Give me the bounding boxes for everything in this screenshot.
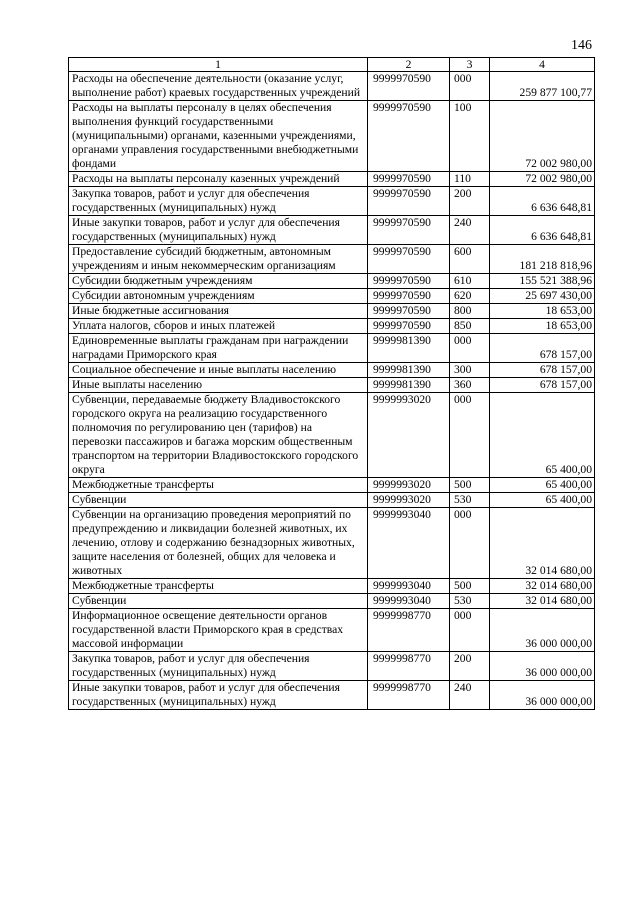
row-type-cell: 620 <box>450 289 490 304</box>
row-name-cell: Информационное освещение деятельности органов государственной власти Приморского края в средствах массовой информации <box>69 609 368 652</box>
table-row <box>69 378 595 393</box>
table-row <box>69 304 595 319</box>
row-type-cell: 500 <box>450 579 490 594</box>
row-amount-cell: 6 636 648,81 <box>490 216 595 245</box>
row-code-cell: 9999993040 <box>368 594 450 609</box>
row-type-cell: 800 <box>450 304 490 319</box>
row-name-cell: Субсидии автономным учреждениям <box>69 289 368 304</box>
row-amount-cell: 32 014 680,00 <box>490 508 595 579</box>
row-name-cell: Иные закупки товаров, работ и услуг для обеспечения государственных (муниципальных) нужд <box>69 681 368 710</box>
table-row <box>69 289 595 304</box>
row-name-cell: Расходы на обеспечение деятельности (оказание услуг, выполнение работ) краевых государственных учреждений <box>69 72 368 101</box>
row-type-cell: 240 <box>450 216 490 245</box>
row-amount-cell: 36 000 000,00 <box>490 681 595 710</box>
row-type-cell: 240 <box>450 681 490 710</box>
row-code-cell: 9999993040 <box>368 508 450 579</box>
row-amount-cell: 65 400,00 <box>490 478 595 493</box>
row-name-cell: Закупка товаров, работ и услуг для обеспечения государственных (муниципальных) нужд <box>69 187 368 216</box>
row-type-cell: 360 <box>450 378 490 393</box>
row-code-cell: 9999970590 <box>368 101 450 172</box>
row-amount-cell: 65 400,00 <box>490 393 595 478</box>
row-type-cell: 300 <box>450 363 490 378</box>
row-code-cell: 9999981390 <box>368 334 450 363</box>
row-type-cell: 850 <box>450 319 490 334</box>
row-amount-cell: 6 636 648,81 <box>490 187 595 216</box>
row-type-cell: 000 <box>450 72 490 101</box>
row-code-cell: 9999970590 <box>368 172 450 187</box>
table-row <box>69 579 595 594</box>
budget-table <box>68 57 595 710</box>
row-amount-cell: 72 002 980,00 <box>490 101 595 172</box>
row-amount-cell: 18 653,00 <box>490 304 595 319</box>
row-name-cell: Межбюджетные трансферты <box>69 478 368 493</box>
row-amount-cell: 32 014 680,00 <box>490 579 595 594</box>
table-row <box>69 216 595 245</box>
row-type-cell: 000 <box>450 609 490 652</box>
row-name-cell: Субсидии бюджетным учреждениям <box>69 274 368 289</box>
row-name-cell: Субвенции <box>69 594 368 609</box>
row-name-cell: Иные выплаты населению <box>69 378 368 393</box>
row-name-cell: Субвенции, передаваемые бюджету Владивостокского городского округа на реализацию государственного полномочия по регулированию цен (тарифов) на перевозки пассажиров и багажа морским общественным транспортом на территории Владивостокского городского округа <box>69 393 368 478</box>
row-code-cell: 9999970590 <box>368 187 450 216</box>
row-amount-cell: 181 218 818,96 <box>490 245 595 274</box>
row-amount-cell: 25 697 430,00 <box>490 289 595 304</box>
table-row <box>69 609 595 652</box>
row-type-cell: 200 <box>450 187 490 216</box>
table-row <box>69 652 595 681</box>
row-type-cell: 530 <box>450 493 490 508</box>
row-code-cell: 9999981390 <box>368 363 450 378</box>
row-type-cell: 100 <box>450 101 490 172</box>
row-code-cell: 9999970590 <box>368 72 450 101</box>
table-row <box>69 594 595 609</box>
table-row <box>69 493 595 508</box>
table-row <box>69 363 595 378</box>
row-amount-cell: 678 157,00 <box>490 363 595 378</box>
row-amount-cell: 155 521 388,96 <box>490 274 595 289</box>
row-code-cell: 9999998770 <box>368 609 450 652</box>
row-code-cell: 9999970590 <box>368 289 450 304</box>
header-col-1: 1 <box>69 58 368 72</box>
table-row <box>69 334 595 363</box>
row-code-cell: 9999970590 <box>368 245 450 274</box>
row-code-cell: 9999998770 <box>368 652 450 681</box>
table-header-row <box>69 58 595 72</box>
row-name-cell: Социальное обеспечение и иные выплаты населению <box>69 363 368 378</box>
table-row <box>69 274 595 289</box>
row-code-cell: 9999993020 <box>368 478 450 493</box>
row-name-cell: Уплата налогов, сборов и иных платежей <box>69 319 368 334</box>
row-code-cell: 9999993020 <box>368 393 450 478</box>
row-type-cell: 530 <box>450 594 490 609</box>
page-number: 146 <box>571 38 592 53</box>
table-row <box>69 72 595 101</box>
header-col-2: 2 <box>368 58 450 72</box>
row-amount-cell: 678 157,00 <box>490 334 595 363</box>
row-amount-cell: 36 000 000,00 <box>490 652 595 681</box>
row-type-cell: 500 <box>450 478 490 493</box>
row-amount-cell: 32 014 680,00 <box>490 594 595 609</box>
row-code-cell: 9999970590 <box>368 319 450 334</box>
row-code-cell: 9999993020 <box>368 493 450 508</box>
row-type-cell: 000 <box>450 393 490 478</box>
row-type-cell: 000 <box>450 334 490 363</box>
table-row <box>69 681 595 710</box>
row-amount-cell: 65 400,00 <box>490 493 595 508</box>
table-row <box>69 172 595 187</box>
row-name-cell: Субвенции на организацию проведения мероприятий по предупреждению и ликвидации болезней животных, их лечению, отлову и содержанию безнадзорных животных, защите населения от болезней, общих для человека и животных <box>69 508 368 579</box>
row-name-cell: Расходы на выплаты персоналу в целях обеспечения выполнения функций государственными (муниципальными) органами, казенными учреждениями, органами управления государственными внебюджетными фондами <box>69 101 368 172</box>
row-name-cell: Единовременные выплаты гражданам при награждении наградами Приморского края <box>69 334 368 363</box>
row-code-cell: 9999981390 <box>368 378 450 393</box>
row-code-cell: 9999993040 <box>368 579 450 594</box>
row-amount-cell: 259 877 100,77 <box>490 72 595 101</box>
row-name-cell: Закупка товаров, работ и услуг для обеспечения государственных (муниципальных) нужд <box>69 652 368 681</box>
row-type-cell: 610 <box>450 274 490 289</box>
row-name-cell: Иные бюджетные ассигнования <box>69 304 368 319</box>
table-row <box>69 187 595 216</box>
row-code-cell: 9999998770 <box>368 681 450 710</box>
row-code-cell: 9999970590 <box>368 274 450 289</box>
table-row <box>69 508 595 579</box>
row-code-cell: 9999970590 <box>368 216 450 245</box>
row-amount-cell: 678 157,00 <box>490 378 595 393</box>
table-row <box>69 478 595 493</box>
header-col-4: 4 <box>490 58 595 72</box>
row-amount-cell: 18 653,00 <box>490 319 595 334</box>
row-name-cell: Иные закупки товаров, работ и услуг для обеспечения государственных (муниципальных) нужд <box>69 216 368 245</box>
table-row <box>69 101 595 172</box>
table-row <box>69 245 595 274</box>
table-row <box>69 393 595 478</box>
row-amount-cell: 36 000 000,00 <box>490 609 595 652</box>
row-type-cell: 000 <box>450 508 490 579</box>
row-name-cell: Субвенции <box>69 493 368 508</box>
header-col-3: 3 <box>450 58 490 72</box>
row-code-cell: 9999970590 <box>368 304 450 319</box>
row-name-cell: Межбюджетные трансферты <box>69 579 368 594</box>
row-type-cell: 110 <box>450 172 490 187</box>
table-row <box>69 319 595 334</box>
row-type-cell: 600 <box>450 245 490 274</box>
row-amount-cell: 72 002 980,00 <box>490 172 595 187</box>
row-name-cell: Расходы на выплаты персоналу казенных учреждений <box>69 172 368 187</box>
row-name-cell: Предоставление субсидий бюджетным, автономным учреждениям и иным некоммерческим организациям <box>69 245 368 274</box>
row-type-cell: 200 <box>450 652 490 681</box>
